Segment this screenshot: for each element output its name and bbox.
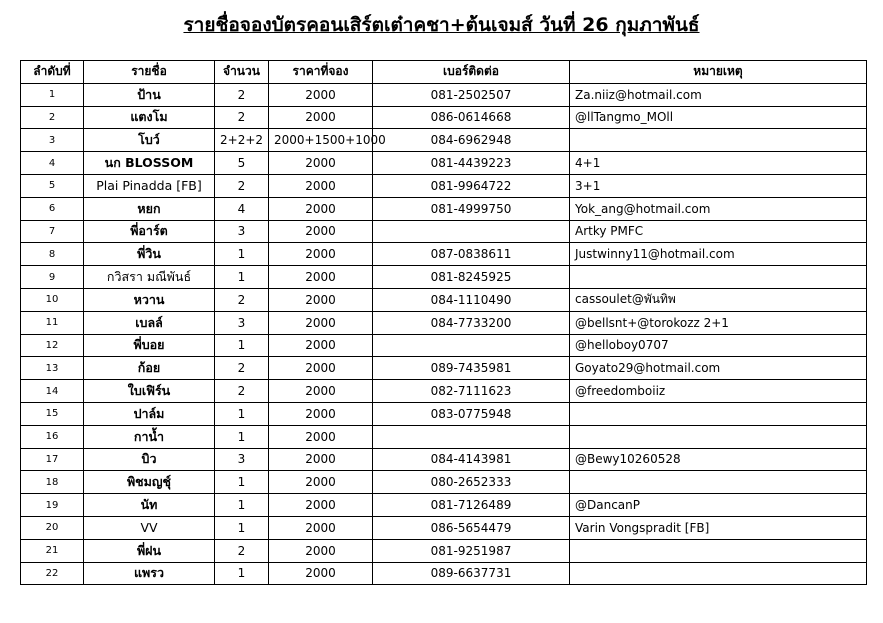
cell-note: @freedomboiiz bbox=[570, 380, 867, 403]
cell-order: 15 bbox=[21, 402, 84, 425]
cell-phone: 081-4439223 bbox=[373, 152, 570, 175]
cell-quantity: 1 bbox=[215, 266, 269, 289]
cell-order: 18 bbox=[21, 471, 84, 494]
column-header-price: ราคาที่จอง bbox=[269, 61, 373, 84]
cell-name: ใบเฟิร์น bbox=[84, 380, 215, 403]
table-body bbox=[21, 83, 867, 585]
cell-note bbox=[570, 129, 867, 152]
cell-name: พี่ฝน bbox=[84, 539, 215, 562]
cell-quantity: 1 bbox=[215, 562, 269, 585]
cell-order: 8 bbox=[21, 243, 84, 266]
table-row bbox=[21, 357, 867, 380]
cell-name: โบว์ bbox=[84, 129, 215, 152]
cell-price: 2000 bbox=[269, 516, 373, 539]
cell-order: 12 bbox=[21, 334, 84, 357]
cell-order: 21 bbox=[21, 539, 84, 562]
cell-phone: 081-8245925 bbox=[373, 266, 570, 289]
table-row bbox=[21, 562, 867, 585]
table-row bbox=[21, 243, 867, 266]
cell-note: Goyato29@hotmail.com bbox=[570, 357, 867, 380]
cell-name: หยก bbox=[84, 197, 215, 220]
cell-phone bbox=[373, 220, 570, 243]
table-header-row bbox=[21, 61, 867, 84]
cell-name: VV bbox=[84, 516, 215, 539]
cell-price: 2000 bbox=[269, 197, 373, 220]
cell-name: นัท bbox=[84, 494, 215, 517]
cell-order: 2 bbox=[21, 106, 84, 129]
cell-price: 2000 bbox=[269, 471, 373, 494]
cell-name: เบลล์ bbox=[84, 311, 215, 334]
cell-quantity: 1 bbox=[215, 494, 269, 517]
cell-price: 2000 bbox=[269, 243, 373, 266]
cell-quantity: 3 bbox=[215, 311, 269, 334]
cell-note: Za.niiz@hotmail.com bbox=[570, 83, 867, 106]
cell-quantity: 2 bbox=[215, 380, 269, 403]
cell-note: @helloboy0707 bbox=[570, 334, 867, 357]
cell-order: 19 bbox=[21, 494, 84, 517]
table-row bbox=[21, 448, 867, 471]
table-row bbox=[21, 425, 867, 448]
cell-price: 2000 bbox=[269, 448, 373, 471]
cell-name: นก BLOSSOM bbox=[84, 152, 215, 175]
cell-note bbox=[570, 425, 867, 448]
cell-price: 2000 bbox=[269, 539, 373, 562]
table-row bbox=[21, 83, 867, 106]
cell-price: 2000 bbox=[269, 494, 373, 517]
cell-note: @Bewy10260528 bbox=[570, 448, 867, 471]
cell-order: 5 bbox=[21, 174, 84, 197]
cell-order: 10 bbox=[21, 288, 84, 311]
cell-note bbox=[570, 471, 867, 494]
page-title-text: รายชื่อจองบัตรคอนเสิร์ตเต๋าคชา+ต้นเจมส์ วันที่ 26 กุมภาพันธ์ bbox=[183, 14, 700, 36]
page-title bbox=[0, 10, 883, 40]
cell-note: Justwinny11@hotmail.com bbox=[570, 243, 867, 266]
column-header-order: ลำดับที่ bbox=[21, 61, 84, 84]
cell-order: 6 bbox=[21, 197, 84, 220]
cell-phone: 084-6962948 bbox=[373, 129, 570, 152]
cell-order: 9 bbox=[21, 266, 84, 289]
cell-order: 4 bbox=[21, 152, 84, 175]
cell-name: Plai Pinadda [FB] bbox=[84, 174, 215, 197]
cell-phone: 081-2502507 bbox=[373, 83, 570, 106]
cell-quantity: 1 bbox=[215, 243, 269, 266]
cell-name: แตงโม bbox=[84, 106, 215, 129]
cell-order: 7 bbox=[21, 220, 84, 243]
cell-price: 2000 bbox=[269, 562, 373, 585]
cell-note bbox=[570, 402, 867, 425]
table-row bbox=[21, 334, 867, 357]
cell-note: Artky PMFC bbox=[570, 220, 867, 243]
cell-phone: 086-5654479 bbox=[373, 516, 570, 539]
cell-note: Yok_ang@hotmail.com bbox=[570, 197, 867, 220]
cell-order: 13 bbox=[21, 357, 84, 380]
cell-note: @DancanP bbox=[570, 494, 867, 517]
cell-phone: 081-9251987 bbox=[373, 539, 570, 562]
cell-order: 17 bbox=[21, 448, 84, 471]
cell-quantity: 1 bbox=[215, 471, 269, 494]
cell-phone bbox=[373, 334, 570, 357]
cell-phone: 081-4999750 bbox=[373, 197, 570, 220]
cell-quantity: 1 bbox=[215, 516, 269, 539]
table-row bbox=[21, 197, 867, 220]
cell-name: กาน้ำ bbox=[84, 425, 215, 448]
cell-quantity: 1 bbox=[215, 402, 269, 425]
cell-name: ก้อย bbox=[84, 357, 215, 380]
cell-note bbox=[570, 562, 867, 585]
cell-price: 2000 bbox=[269, 174, 373, 197]
cell-price: 2000 bbox=[269, 288, 373, 311]
cell-quantity: 3 bbox=[215, 220, 269, 243]
cell-quantity: 2 bbox=[215, 357, 269, 380]
cell-note: @llTangmo_MOll bbox=[570, 106, 867, 129]
column-header-phone: เบอร์ติดต่อ bbox=[373, 61, 570, 84]
cell-name: พี่บอย bbox=[84, 334, 215, 357]
cell-quantity: 5 bbox=[215, 152, 269, 175]
cell-price: 2000+1500+1000 bbox=[269, 129, 373, 152]
cell-phone: 089-7435981 bbox=[373, 357, 570, 380]
cell-note: 3+1 bbox=[570, 174, 867, 197]
cell-phone: 084-7733200 bbox=[373, 311, 570, 334]
cell-phone: 089-6637731 bbox=[373, 562, 570, 585]
column-header-name: รายชื่อ bbox=[84, 61, 215, 84]
cell-name: ปาล์ม bbox=[84, 402, 215, 425]
table-row bbox=[21, 380, 867, 403]
cell-phone: 084-1110490 bbox=[373, 288, 570, 311]
cell-order: 14 bbox=[21, 380, 84, 403]
table-row bbox=[21, 152, 867, 175]
cell-quantity: 3 bbox=[215, 448, 269, 471]
cell-note: @bellsnt+@torokozz 2+1 bbox=[570, 311, 867, 334]
cell-phone: 082-7111623 bbox=[373, 380, 570, 403]
cell-name: แพรว bbox=[84, 562, 215, 585]
table-row bbox=[21, 129, 867, 152]
cell-name: บิว bbox=[84, 448, 215, 471]
cell-quantity: 1 bbox=[215, 334, 269, 357]
cell-name: ป้าน bbox=[84, 83, 215, 106]
table-row bbox=[21, 288, 867, 311]
cell-quantity: 1 bbox=[215, 425, 269, 448]
cell-name: พี่อาร์ต bbox=[84, 220, 215, 243]
cell-note: 4+1 bbox=[570, 152, 867, 175]
cell-phone: 086-0614668 bbox=[373, 106, 570, 129]
table-row bbox=[21, 220, 867, 243]
cell-quantity: 2 bbox=[215, 83, 269, 106]
cell-quantity: 4 bbox=[215, 197, 269, 220]
cell-phone: 087-0838611 bbox=[373, 243, 570, 266]
cell-note: Varin Vongspradit [FB] bbox=[570, 516, 867, 539]
column-header-note: หมายเหตุ bbox=[570, 61, 867, 84]
cell-price: 2000 bbox=[269, 220, 373, 243]
cell-phone: 083-0775948 bbox=[373, 402, 570, 425]
cell-quantity: 2 bbox=[215, 106, 269, 129]
table-row bbox=[21, 494, 867, 517]
cell-price: 2000 bbox=[269, 106, 373, 129]
cell-phone: 080-2652333 bbox=[373, 471, 570, 494]
cell-price: 2000 bbox=[269, 425, 373, 448]
cell-phone: 081-7126489 bbox=[373, 494, 570, 517]
cell-note bbox=[570, 539, 867, 562]
cell-phone bbox=[373, 425, 570, 448]
cell-quantity: 2 bbox=[215, 539, 269, 562]
cell-price: 2000 bbox=[269, 357, 373, 380]
reservation-table bbox=[20, 60, 867, 585]
cell-price: 2000 bbox=[269, 380, 373, 403]
cell-price: 2000 bbox=[269, 266, 373, 289]
cell-price: 2000 bbox=[269, 402, 373, 425]
cell-name: พิชมญชุ์ bbox=[84, 471, 215, 494]
cell-quantity: 2 bbox=[215, 174, 269, 197]
table-row bbox=[21, 266, 867, 289]
cell-note: cassoulet@พันทิพ bbox=[570, 288, 867, 311]
cell-note bbox=[570, 266, 867, 289]
cell-price: 2000 bbox=[269, 311, 373, 334]
table-row bbox=[21, 106, 867, 129]
cell-phone: 081-9964722 bbox=[373, 174, 570, 197]
cell-price: 2000 bbox=[269, 83, 373, 106]
cell-order: 16 bbox=[21, 425, 84, 448]
column-header-quantity: จำนวน bbox=[215, 61, 269, 84]
cell-order: 22 bbox=[21, 562, 84, 585]
cell-quantity: 2+2+2 bbox=[215, 129, 269, 152]
table-row bbox=[21, 471, 867, 494]
cell-name: พี่วิน bbox=[84, 243, 215, 266]
cell-phone: 084-4143981 bbox=[373, 448, 570, 471]
table-row bbox=[21, 174, 867, 197]
table-row bbox=[21, 539, 867, 562]
cell-price: 2000 bbox=[269, 334, 373, 357]
table-row bbox=[21, 516, 867, 539]
cell-price: 2000 bbox=[269, 152, 373, 175]
cell-name: กวิสรา มณีพันธ์ bbox=[84, 266, 215, 289]
cell-order: 20 bbox=[21, 516, 84, 539]
cell-name: หวาน bbox=[84, 288, 215, 311]
cell-order: 3 bbox=[21, 129, 84, 152]
table-row bbox=[21, 402, 867, 425]
cell-quantity: 2 bbox=[215, 288, 269, 311]
table-row bbox=[21, 311, 867, 334]
cell-order: 11 bbox=[21, 311, 84, 334]
cell-order: 1 bbox=[21, 83, 84, 106]
